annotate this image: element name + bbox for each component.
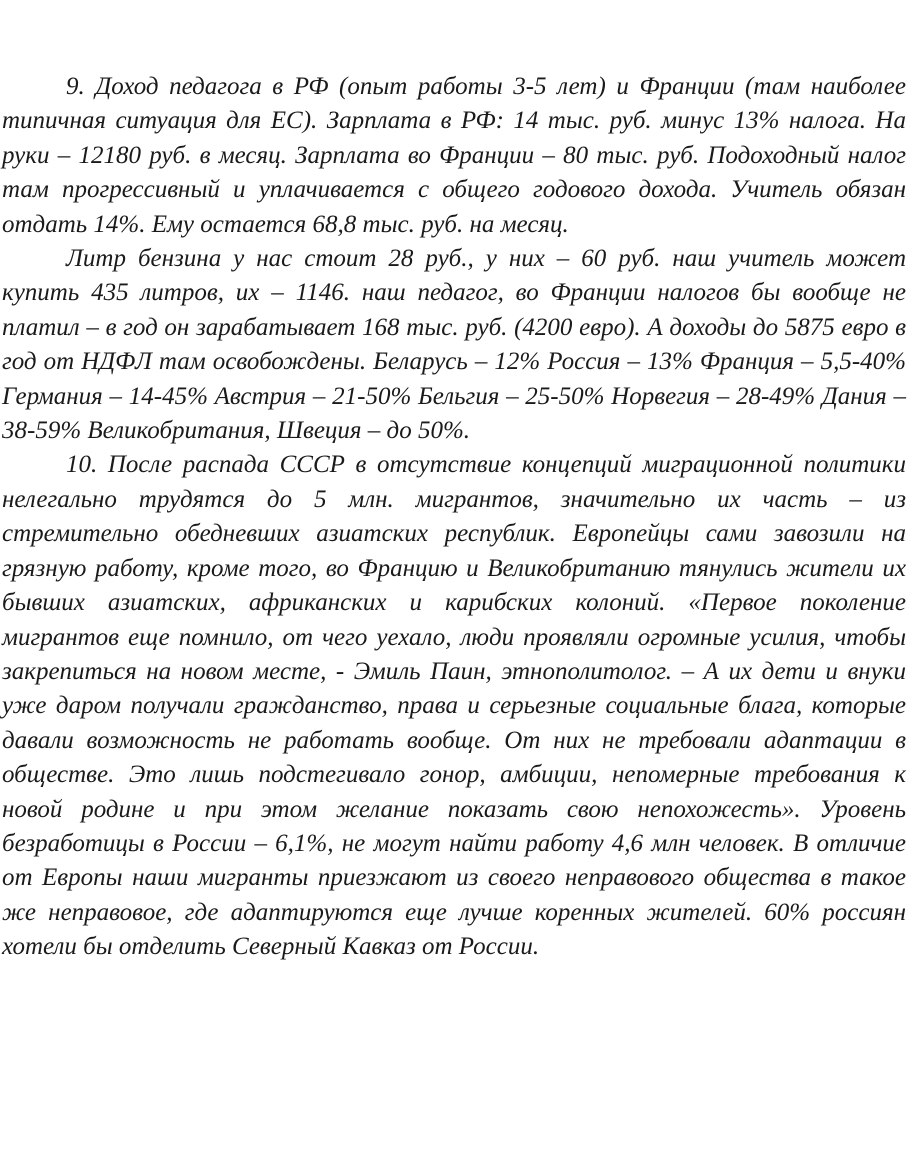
paragraph-fuel-and-tax-rates: Литр бензина у нас стоит 28 руб., у них – 60 руб. наш учитель может купить 435 литров, их – 1146. наш педагог, во Франции налогов бы вообще не платил – в год он зарабатывает 168 тыс. руб. (4200 евро). А доходы до 5875 евро в год от НДФЛ там освобождены. Беларусь – 12% Россия – 13% Франция – 5,5-40% Германия – 14-45% Австрия – 21-50% Бельгия – 25-50% Норвегия – 28-49% Дания – 38-59% Великобритания, Швеция – до 50%. (2, 245, 906, 445)
document-page (0, 70, 910, 965)
paragraph-teacher-income: 9. Доход педагога в РФ (опыт работы 3-5 лет) и Франции (там наиболее типичная ситуация для ЕС). Зарплата в РФ: 14 тыс. руб. минус 13% налога. На руки – 12180 руб. в месяц. Зарплата во Франции – 80 тыс. руб. Подоходный налог там прогрессивный и уплачивается с общего годового дохода. Учитель обязан отдать 14%. Ему остается 68,8 тыс. руб. на месяц. (2, 73, 906, 238)
paragraph-migration: 10. После распада СССР в отсутствие концепций миграционной политики нелегально трудятся до 5 млн. мигрантов, значительно их часть – из стремительно обедневших азиатских республик. Европейцы сами завозили на грязную работу, кроме того, во Францию и Великобританию тянулись жители их бывших азиатских, африканских и карибских колоний. «Первое поколение мигрантов еще помнило, от чего уехало, люди проявляли огромные усилия, чтобы закрепиться на новом месте, - Эмиль Паин, этнополитолог. – А их дети и внуки уже даром получали гражданство, права и серьезные социальные блага, которые давали возможность не работать вообще. От них не требовали адаптации в обществе. Это лишь подстегивало гонор, амбиции, непомерные требования к новой родине и при этом желание показать свою непохожесть». Уровень безработицы в России – 6,1%, не могут найти работу 4,6 млн человек. В отличие от Европы наши мигранты приезжают из своего неправового общества в такое же неправовое, где адаптируются еще лучше коренных жителей. 60% россиян хотели бы отделить Северный Кавказ от России. (2, 451, 906, 961)
